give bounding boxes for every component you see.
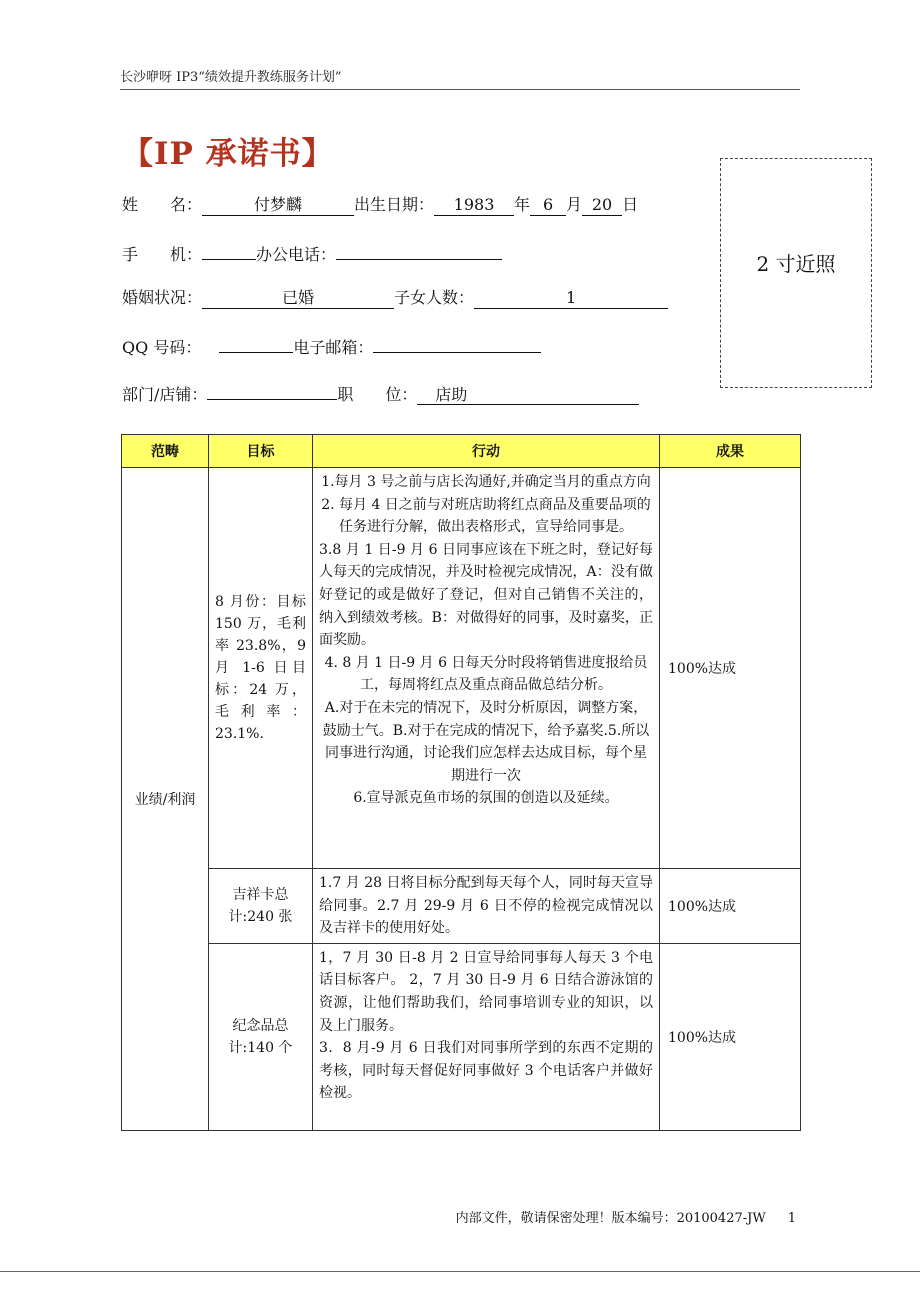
footer-divider [0,1271,920,1272]
position-value: 店助 [435,385,468,404]
form-row-qq [122,332,541,358]
commitment-table [121,434,801,1131]
birth-date-label: 出生日期： [354,195,435,214]
page-number: 1 [787,1211,796,1226]
marital-status-label: 婚姻状况： [122,288,203,307]
name-label: 姓 名： [122,195,203,214]
action-cell [313,869,660,944]
action-item: 3.8 月 1 日-9 月 6 日同事应该在下班之时，登记好每人每天的完成情况，并及时检视完成情况，A：没有做好登记的或是做好了登记，但对自己销售不关注的，纳入到绩效考核。B：对做得好的同事，及时嘉奖，正面奖励。 [319,541,653,649]
form-row-marital [122,285,668,309]
birth-year-field[interactable]: 1983 [434,195,514,216]
page-header: 长沙咿呀 IP3“绩效提升教练服务计划” [120,66,800,90]
children-count-value: 1 [565,288,577,307]
result-cell: 100%达成 [660,468,801,869]
document-title: 【IP 承诺书】 [122,136,334,172]
day-label: 日 [622,195,639,214]
action-item: 2. 每月 4 日之前与对班店助将红点商品及重要品项的任务进行分解，做出表格形式，宣导给同事是。 [321,496,651,536]
year-label: 年 [514,195,531,214]
birth-month-field[interactable]: 6 [530,195,566,216]
photo-placeholder [720,158,872,388]
qq-label: QQ 号码： [122,338,202,357]
mobile-label: 手 机： [122,245,203,264]
action-item: 6.宣导派克鱼市场的氛围的创造以及延续。 [353,790,619,807]
action-cell [313,468,660,869]
name-field[interactable]: 付梦麟 [202,195,354,216]
email-label: 电子邮箱： [293,338,374,357]
header-goal: 目标 [209,435,313,468]
goal-cell: 吉祥卡总计:240 张 [209,869,313,944]
birth-day-field[interactable]: 20 [582,195,622,216]
form-row-department [122,379,639,405]
header-action: 行动 [313,435,660,468]
month-label: 月 [566,195,583,214]
action-item: 3．8 月-9 月 6 日我们对同事所学到的东西不定期的考核，同时每天督促好同事做好 3 个电话客户并做好检视。 [319,1040,653,1102]
table-row [122,943,801,1130]
category-cell: 业绩/利润 [122,468,209,1131]
position-label: 职 位： [337,385,418,404]
photo-label: 2 寸近照 [756,251,836,276]
action-item: 4. 8 月 1 日-9 月 6 日每天分时段将销售进度报给员工，每周将红点及重点商品做总结分析。 [324,654,648,694]
office-phone-label: 办公电话： [256,245,337,264]
form-row-phone [122,239,502,265]
page-footer [120,1207,800,1226]
action-item: 1.7 月 28 日将目标分配到每天每个人，同时每天宣导给同事。2.7 月 29-9 月 6 日不停的检视完成情况以及吉祥卡的使用好处。 [319,875,653,937]
goal-cell: 8 月份：目标 150 万，毛利率 23.8%，9 月 1-6 日目标：24 万，毛利率：23.1%. [209,468,313,869]
footer-text: 内部文件，敬请保密处理！版本编号：20100427-JW [455,1211,766,1226]
email-field[interactable] [373,332,541,353]
action-item: 1.每月 3 号之前与店长沟通好,并确定当月的重点方向 [321,474,651,490]
qq-field[interactable] [219,332,293,353]
mobile-field[interactable] [202,239,256,260]
goal-cell: 纪念品总计:140 个 [209,943,313,1130]
table-header-row [122,435,801,468]
action-cell [313,943,660,1130]
children-count-field[interactable] [474,288,668,309]
position-field[interactable] [417,385,639,405]
action-item: A.对于在未完的情况下，及时分析原因，调整方案，鼓励士气。B.对于在完成的情况下，给予嘉奖.5.所以同事进行沟通，讨论我们应怎样去达成目标，每个星期进行一次 [322,699,650,784]
department-field[interactable] [207,379,337,400]
form-row-name [122,192,638,216]
marital-status-field[interactable]: 已婚 [202,288,394,309]
table-row [122,468,801,869]
header-category: 范畴 [122,435,209,468]
result-cell: 100%达成 [660,869,801,944]
action-item: 1，7 月 30 日-8 月 2 日宣导给同事每人每天 3 个电话目标客户。 2，7 月 30 日-9 月 6 日结合游泳馆的资源，让他们帮助我们，给同事培训专业的知识，以及上门服务。 [319,949,653,1034]
table-row [122,869,801,944]
result-cell: 100%达成 [660,943,801,1130]
children-count-label: 子女人数： [394,288,475,307]
header-result: 成果 [660,435,801,468]
office-phone-field[interactable] [336,239,502,260]
department-label: 部门/店铺： [122,385,208,404]
